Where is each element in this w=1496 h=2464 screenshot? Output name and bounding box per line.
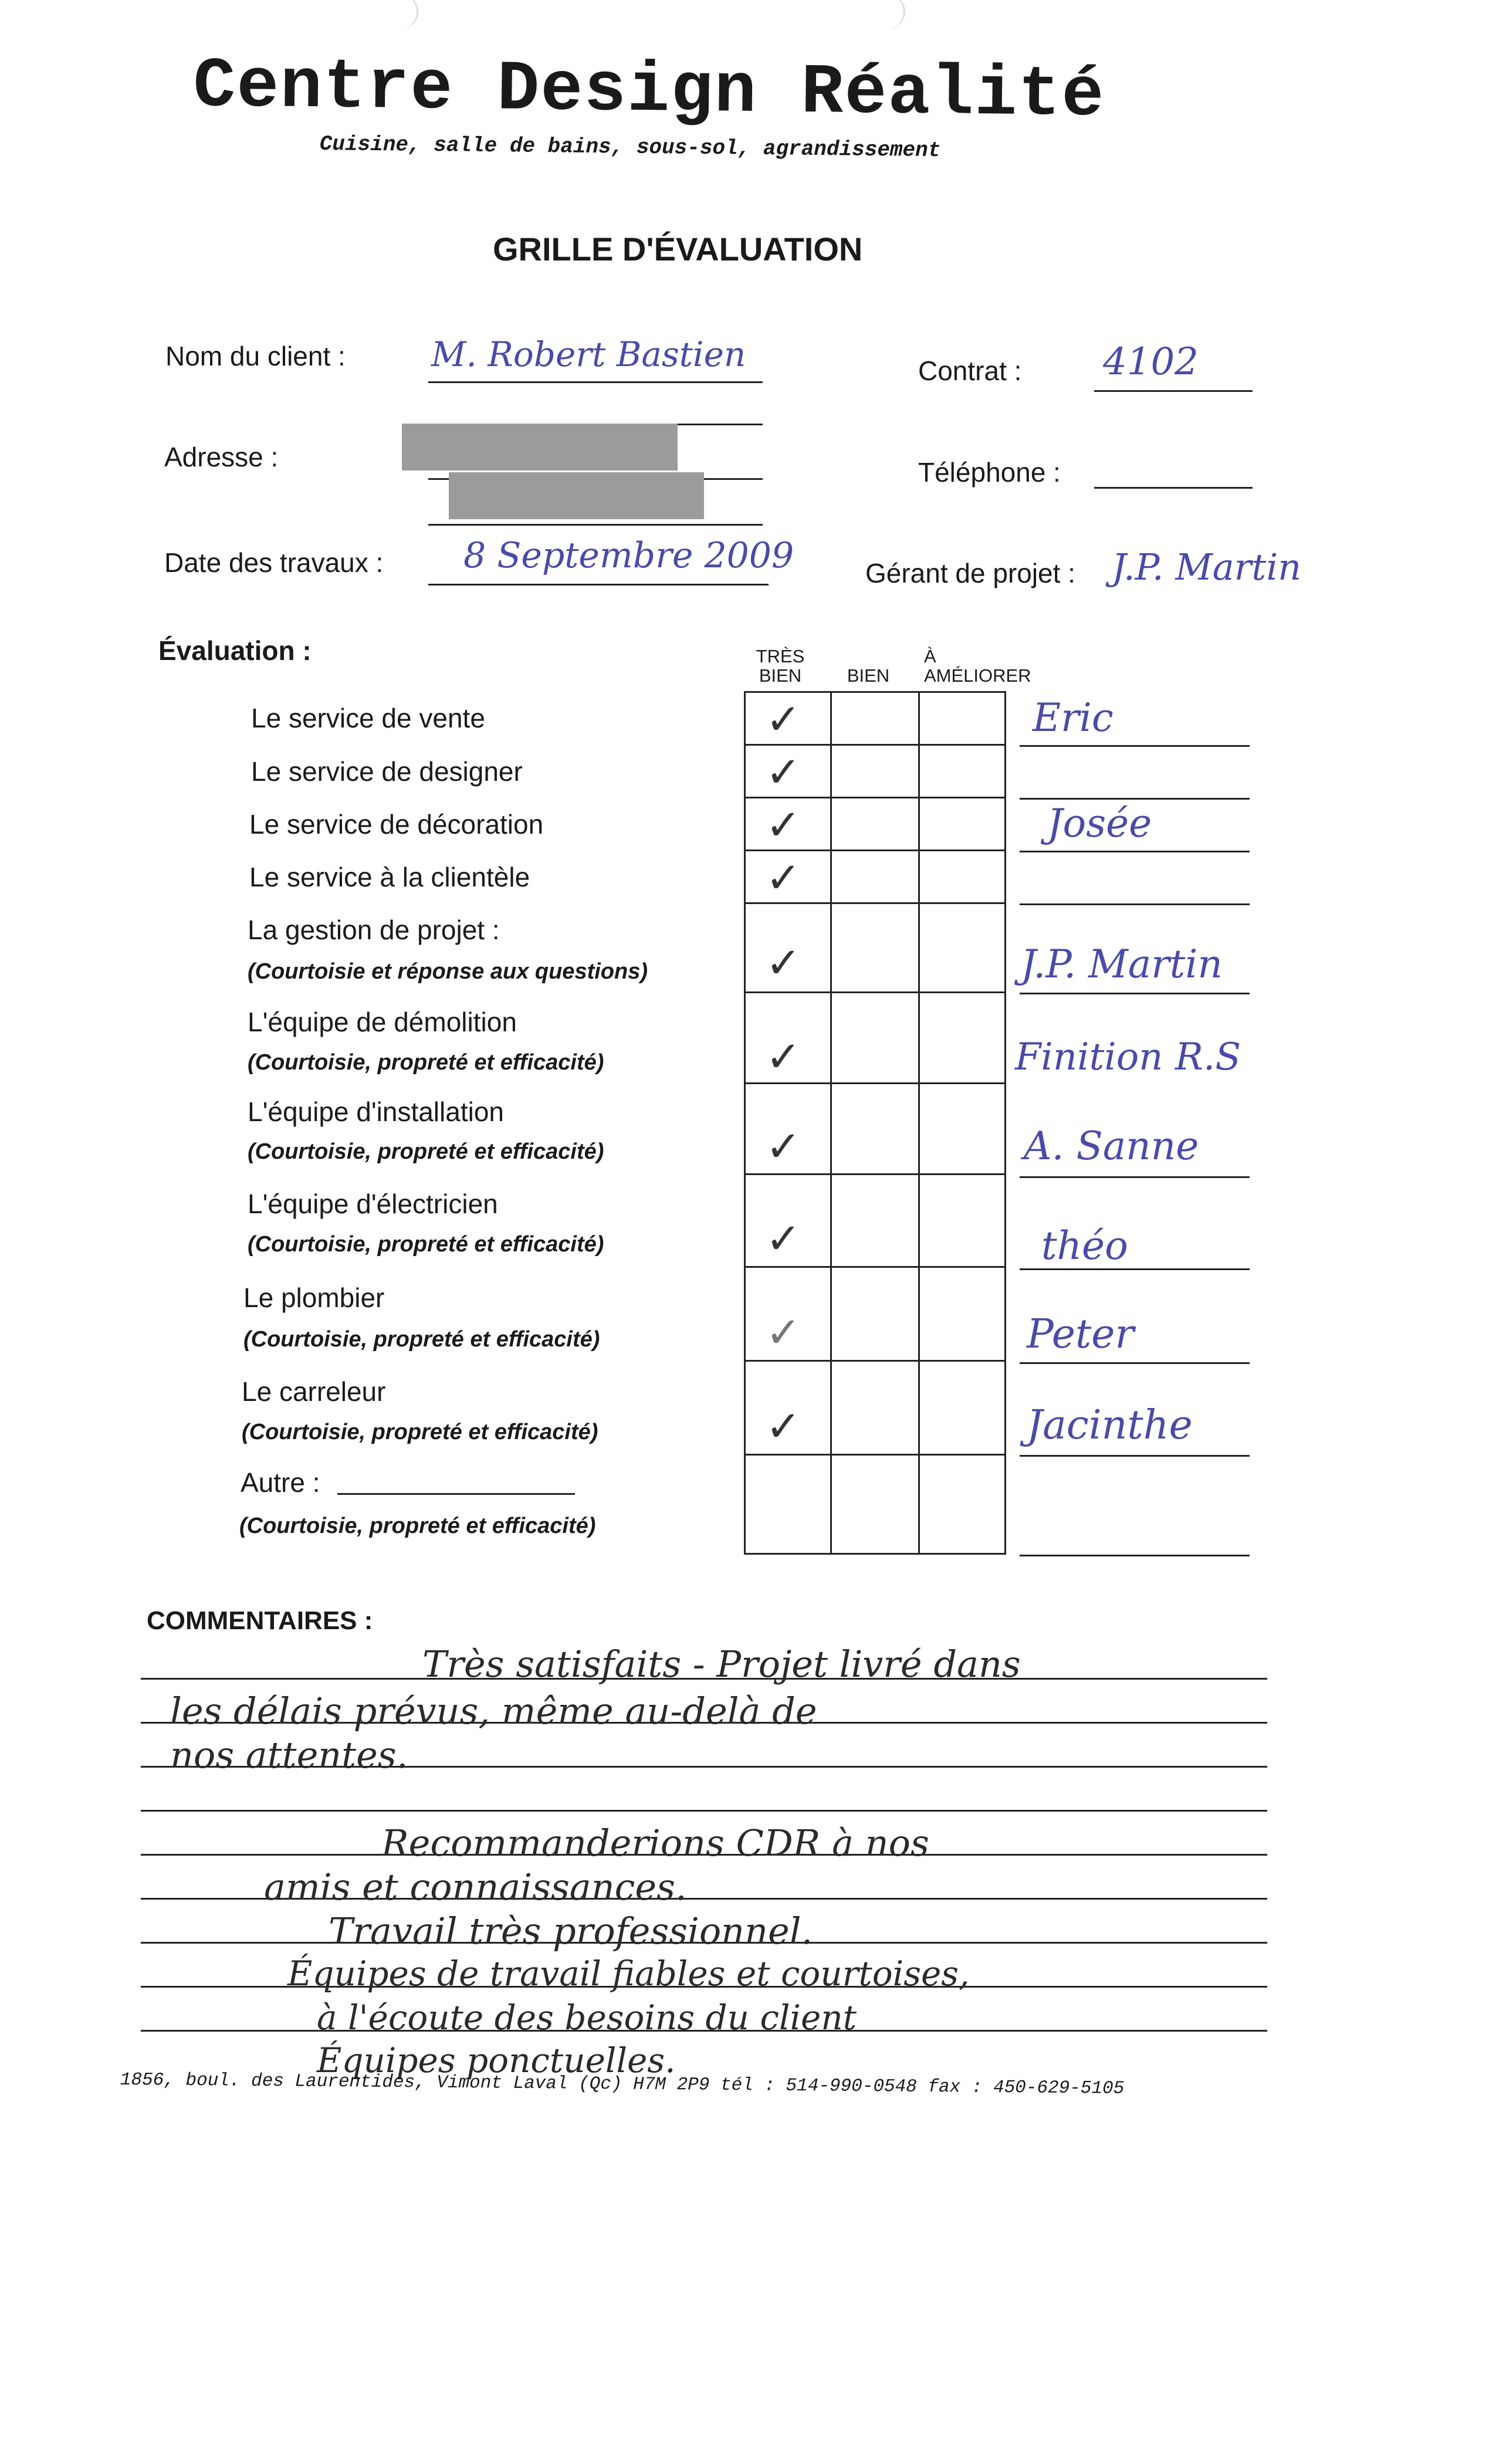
- item-other-sub: (Courtoisie, propreté et efficacité): [239, 1514, 596, 1538]
- col-improve-header: [924, 647, 1041, 685]
- grid-hline-11: [744, 1553, 1006, 1555]
- date-underline: [428, 584, 769, 585]
- address-label: Adresse :: [164, 442, 279, 472]
- grid-vline-2: [918, 691, 920, 1555]
- grid-hline-4: [744, 902, 1006, 904]
- comment-line-10: Équipes ponctuelles.: [317, 2040, 676, 2080]
- grid-hline-1: [744, 744, 1006, 746]
- grid-hline-9: [744, 1360, 1006, 1362]
- company-tagline: Cuisine, salle de bains, sous-sol, agrandissement: [319, 132, 941, 163]
- item-plumber-label: Le plombier: [243, 1282, 385, 1313]
- item-electrician-underline: [1020, 1268, 1250, 1270]
- grid-vline-0: [744, 691, 746, 1555]
- comment-rule-4: [141, 1810, 1267, 1812]
- item-other-label: Autre :: [241, 1467, 320, 1498]
- item-project-mgmt-name: J.P. Martin: [1021, 942, 1223, 987]
- item-sales-name: Eric: [1033, 695, 1113, 740]
- item-customer-service-underline: [1020, 903, 1250, 905]
- contract-underline: [1094, 390, 1253, 392]
- client-underline: [428, 381, 763, 383]
- item-tiler-sub: (Courtoisie, propreté et efficacité): [242, 1420, 598, 1444]
- item-plumber-check: ✓: [766, 1308, 801, 1357]
- item-tiler-name: Jacinthe: [1027, 1402, 1193, 1448]
- item-installation-check: ✓: [766, 1122, 801, 1171]
- item-demolition-name: Finition R.S: [1015, 1035, 1241, 1079]
- grid-vline-1: [830, 691, 832, 1555]
- col-improve-line2: AMÉLIORER: [924, 665, 1031, 686]
- item-decoration-label: Le service de décoration: [249, 809, 544, 840]
- comment-line-5: Recommanderions CDR à nos: [381, 1822, 929, 1864]
- item-other-blank: [337, 1493, 575, 1495]
- client-value: M. Robert Bastien: [431, 334, 746, 374]
- comment-line-2: les délais prévus, même au-delà de: [170, 1690, 817, 1732]
- item-project-mgmt-check: ✓: [766, 938, 801, 987]
- client-label: Nom du client :: [165, 341, 346, 371]
- item-sales-check: ✓: [766, 695, 801, 744]
- date-value: 8 Septembre 2009: [463, 535, 794, 576]
- punch-hole-right: [868, 0, 905, 29]
- item-tiler-label: Le carreleur: [242, 1376, 386, 1407]
- form-title: GRILLE D'ÉVALUATION: [493, 231, 863, 268]
- contract-value: 4102: [1103, 340, 1199, 384]
- date-label: Date des travaux :: [164, 547, 384, 578]
- item-designer-label: Le service de designer: [251, 756, 523, 787]
- footer-address: 1856, boul. des Laurentides, Vimont Laval (Qc) H7M 2P9 tél : 514-990-0548 fax : 450-629-5105: [120, 2070, 1125, 2099]
- grid-hline-0: [744, 691, 1006, 693]
- item-plumber-name: Peter: [1027, 1311, 1135, 1358]
- grid-vline-3: [1004, 691, 1006, 1555]
- item-installation-sub: (Courtoisie, propreté et efficacité): [248, 1139, 604, 1164]
- item-sales-label: Le service de vente: [251, 703, 485, 733]
- grid-hline-8: [744, 1266, 1006, 1268]
- item-installation-name: A. Sanne: [1024, 1123, 1199, 1169]
- col-very-good-line2: BIEN: [759, 665, 802, 686]
- item-electrician-label: L'équipe d'électricien: [248, 1189, 498, 1219]
- evaluation-title: Évaluation :: [158, 635, 312, 666]
- address-underline-2: [428, 524, 763, 526]
- grid-hline-3: [744, 849, 1006, 851]
- item-project-mgmt-sub: (Courtoisie et réponse aux questions): [248, 959, 648, 984]
- grid-hline-10: [744, 1454, 1006, 1456]
- col-improve-line1: À: [924, 646, 936, 666]
- grid-hline-2: [744, 797, 1006, 798]
- manager-label: Gérant de projet :: [865, 558, 1075, 588]
- phone-label: Téléphone :: [918, 457, 1061, 488]
- grid-hline-6: [744, 1082, 1006, 1084]
- item-demolition-sub: (Courtoisie, propreté et efficacité): [248, 1050, 604, 1075]
- item-decoration-name: Josée: [1047, 801, 1152, 846]
- contract-label: Contrat :: [918, 356, 1022, 386]
- item-other-underline: [1020, 1555, 1250, 1556]
- item-decoration-underline: [1020, 851, 1250, 852]
- phone-underline: [1094, 487, 1253, 489]
- item-customer-service-check: ✓: [766, 853, 801, 902]
- address-redaction-1: [402, 424, 678, 471]
- item-electrician-name: théo: [1041, 1223, 1128, 1268]
- item-sales-underline: [1020, 745, 1250, 747]
- col-good-header: BIEN: [847, 665, 890, 686]
- item-plumber-sub: (Courtoisie, propreté et efficacité): [243, 1327, 600, 1352]
- comment-line-1: Très satisfaits - Projet livré dans: [422, 1643, 1021, 1685]
- item-designer-underline: [1020, 798, 1250, 800]
- company-name: Centre Design Réalité: [192, 47, 1106, 137]
- manager-value: J.P. Martin: [1112, 546, 1302, 588]
- col-very-good-line1: TRÈS: [756, 646, 805, 666]
- item-demolition-check: ✓: [766, 1032, 801, 1081]
- item-plumber-underline: [1020, 1362, 1250, 1364]
- item-decoration-check: ✓: [766, 800, 801, 849]
- grid-hline-5: [744, 991, 1006, 993]
- item-customer-service-label: Le service à la clientèle: [249, 862, 530, 892]
- item-project-mgmt-underline: [1020, 993, 1250, 994]
- item-electrician-sub: (Courtoisie, propreté et efficacité): [248, 1232, 604, 1257]
- grid-hline-7: [744, 1173, 1006, 1175]
- item-tiler-underline: [1020, 1455, 1250, 1457]
- comment-line-7: Travail très professionnel.: [329, 1910, 813, 1952]
- item-project-mgmt-label: La gestion de projet :: [248, 915, 500, 945]
- item-demolition-label: L'équipe de démolition: [248, 1007, 517, 1037]
- item-installation-underline: [1020, 1176, 1250, 1178]
- comment-line-9: à l'écoute des besoins du client: [317, 1998, 857, 2037]
- address-redaction-2: [449, 472, 704, 519]
- item-installation-label: L'équipe d'installation: [248, 1096, 504, 1127]
- comment-line-6: amis et connaissances.: [264, 1866, 687, 1908]
- punch-hole-left: [381, 0, 418, 29]
- comments-title: COMMENTAIRES :: [147, 1606, 373, 1635]
- item-tiler-check: ✓: [766, 1402, 801, 1451]
- comment-line-3: nos attentes.: [170, 1734, 408, 1776]
- item-designer-check: ✓: [766, 747, 801, 797]
- item-electrician-check: ✓: [766, 1214, 801, 1263]
- comment-line-8: Équipes de travail fiables et courtoises,: [287, 1954, 970, 1993]
- col-very-good-header: [745, 647, 815, 685]
